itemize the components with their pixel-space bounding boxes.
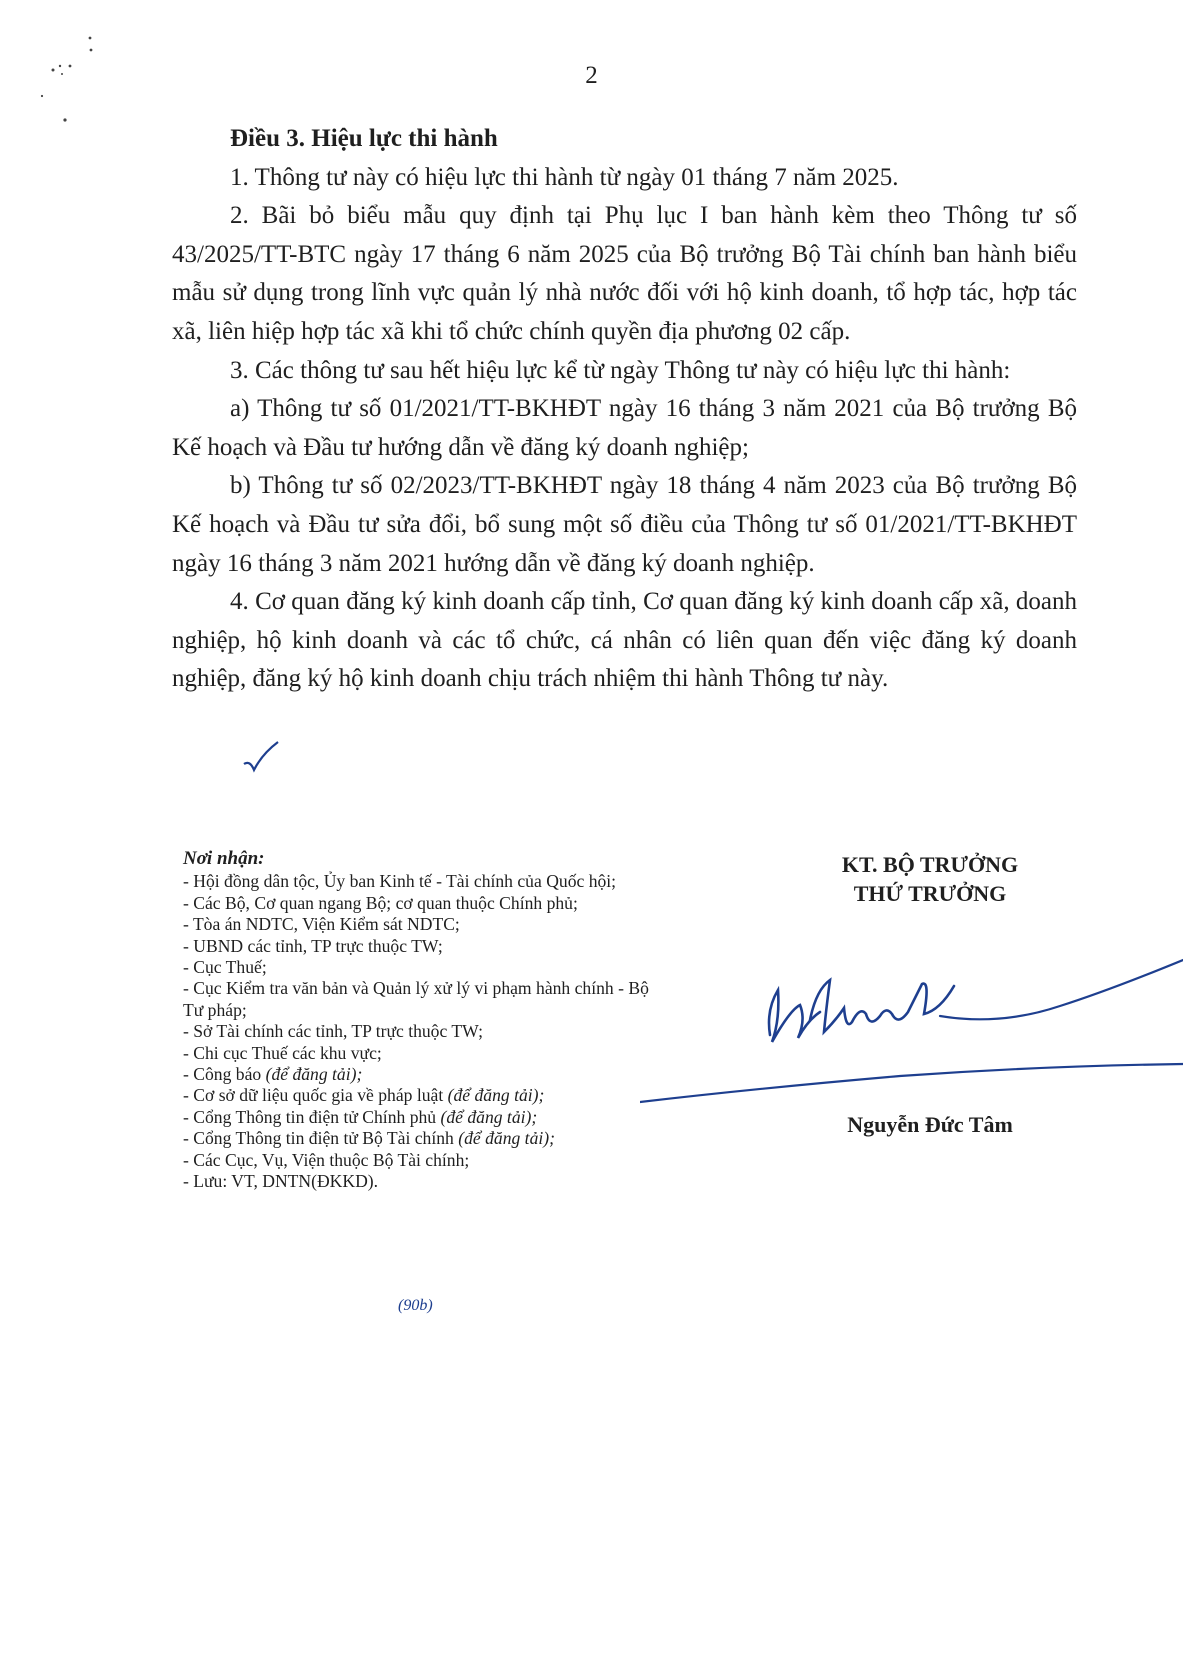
initial-mark — [240, 740, 280, 780]
signature-title-line2: THỨ TRƯỞNG — [853, 881, 1007, 906]
recipient-item — [183, 957, 663, 978]
paragraph-4: 4. Cơ quan đăng ký kinh doanh cấp tỉnh, Cơ quan đăng ký kinh doanh cấp xã, doanh nghiệp, hộ kinh doanh và các tổ chức, cá nhân có liên quan đến việc đăng ký doanh nghiệp, đăng ký hộ kinh doanh chịu trách nhiệm thi hành Thông tư này. — [172, 588, 1077, 693]
recipient-item — [183, 1021, 663, 1042]
recipient-item — [183, 1043, 663, 1064]
recipients-list — [183, 848, 663, 1193]
recipient-item — [183, 1085, 663, 1106]
recipient-item — [183, 914, 663, 935]
svg-text:(90b): (90b) — [398, 1297, 433, 1314]
recipient-items — [183, 871, 663, 1192]
recipient-note: (để đăng tải); — [447, 1085, 545, 1106]
paragraph-3a: a) Thông tư số 01/2021/TT-BKHĐT ngày 16 tháng 3 năm 2021 của Bộ trưởng Bộ Kế hoạch và Đầu tư hướng dẫn về đăng ký doanh nghiệp; — [172, 395, 1077, 461]
page-number: 2 — [585, 62, 598, 89]
recipient-text: - Lưu: VT, DNTN(ĐKKD). — [183, 1171, 379, 1192]
paragraph-1: 1. Thông tư này có hiệu lực thi hành từ ngày 01 tháng 7 năm 2025. — [230, 163, 899, 191]
recipient-text: - Hội đồng dân tộc, Ủy ban Kinh tế - Tài chính của Quốc hội; — [183, 871, 617, 892]
recipient-text: - Tòa án NDTC, Viện Kiểm sát NDTC; — [183, 914, 460, 935]
recipient-item — [183, 936, 663, 957]
recipient-item — [183, 871, 663, 892]
recipient-text: - UBND các tỉnh, TP trực thuộc TW; — [183, 935, 443, 956]
recipient-note: (để đăng tải); — [265, 1064, 363, 1085]
recipient-item — [183, 1107, 663, 1128]
recipient-item — [183, 1171, 663, 1192]
handwritten-signature — [640, 950, 1183, 1130]
recipient-item — [183, 893, 663, 914]
recipient-text: - Cổng Thông tin điện tử Bộ Tài chính — [183, 1128, 459, 1149]
article-heading: Điều 3. Hiệu lực thi hành — [230, 125, 498, 152]
recipients-title: Nơi nhận: — [183, 848, 265, 869]
recipient-text: - Chi cục Thuế các khu vực; — [183, 1042, 382, 1063]
signature-title-line1: KT. BỘ TRƯỞNG — [841, 852, 1019, 877]
recipient-text: - Các Cục, Vụ, Viện thuộc Bộ Tài chính; — [183, 1149, 470, 1170]
recipient-text: - Cơ sở dữ liệu quốc gia về pháp luật — [183, 1085, 448, 1106]
signature-block — [760, 850, 1100, 908]
recipient-text: - Các Bộ, Cơ quan ngang Bộ; cơ quan thuộc Chính phủ; — [183, 892, 578, 913]
signer-name: Nguyễn Đức Tâm — [847, 1112, 1013, 1137]
recipient-item — [183, 978, 663, 1021]
article-body — [172, 120, 1077, 699]
recipient-text: - Cục Thuế; — [183, 957, 267, 978]
recipient-text: - Cục Kiểm tra văn bản và Quản lý xử lý vi phạm hành chính - Bộ Tư pháp; — [183, 978, 649, 1020]
paragraph-2: 2. Bãi bỏ biểu mẫu quy định tại Phụ lục I ban hành kèm theo Thông tư số 43/2025/TT-BTC ngày 17 tháng 6 năm 2025 của Bộ trưởng Bộ Tài chính ban hành biểu mẫu sử dụng trong lĩnh vực quản lý nhà nước đối với hộ kinh doanh, tổ hợp tác, hợp tác xã, liên hiệp hợp tác xã khi tổ chức chính quyền địa phương 02 cấp. — [172, 202, 1077, 345]
recipient-text: - Công báo — [183, 1064, 266, 1085]
handwritten-reference-mark — [392, 1290, 452, 1316]
recipient-text: - Cổng Thông tin điện tử Chính phủ — [183, 1106, 441, 1127]
recipient-item — [183, 1128, 663, 1149]
paragraph-3b: b) Thông tư số 02/2023/TT-BKHĐT ngày 18 tháng 4 năm 2023 của Bộ trưởng Bộ Kế hoạch và Đầu tư sửa đổi, bổ sung một số điều của Thông tư số 01/2021/TT-BKHĐT ngày 16 tháng 3 năm 2021 hướng dẫn về đăng ký doanh nghiệp. — [172, 472, 1077, 577]
paragraph-3: 3. Các thông tư sau hết hiệu lực kể từ ngày Thông tư này có hiệu lực thi hành: — [230, 356, 1011, 384]
recipient-text: - Sở Tài chính các tỉnh, TP trực thuộc TW; — [183, 1021, 483, 1042]
recipient-item — [183, 1064, 663, 1085]
recipient-note: (để đăng tải); — [440, 1106, 538, 1127]
recipient-item — [183, 1150, 663, 1171]
recipient-note: (để đăng tải); — [458, 1128, 555, 1149]
